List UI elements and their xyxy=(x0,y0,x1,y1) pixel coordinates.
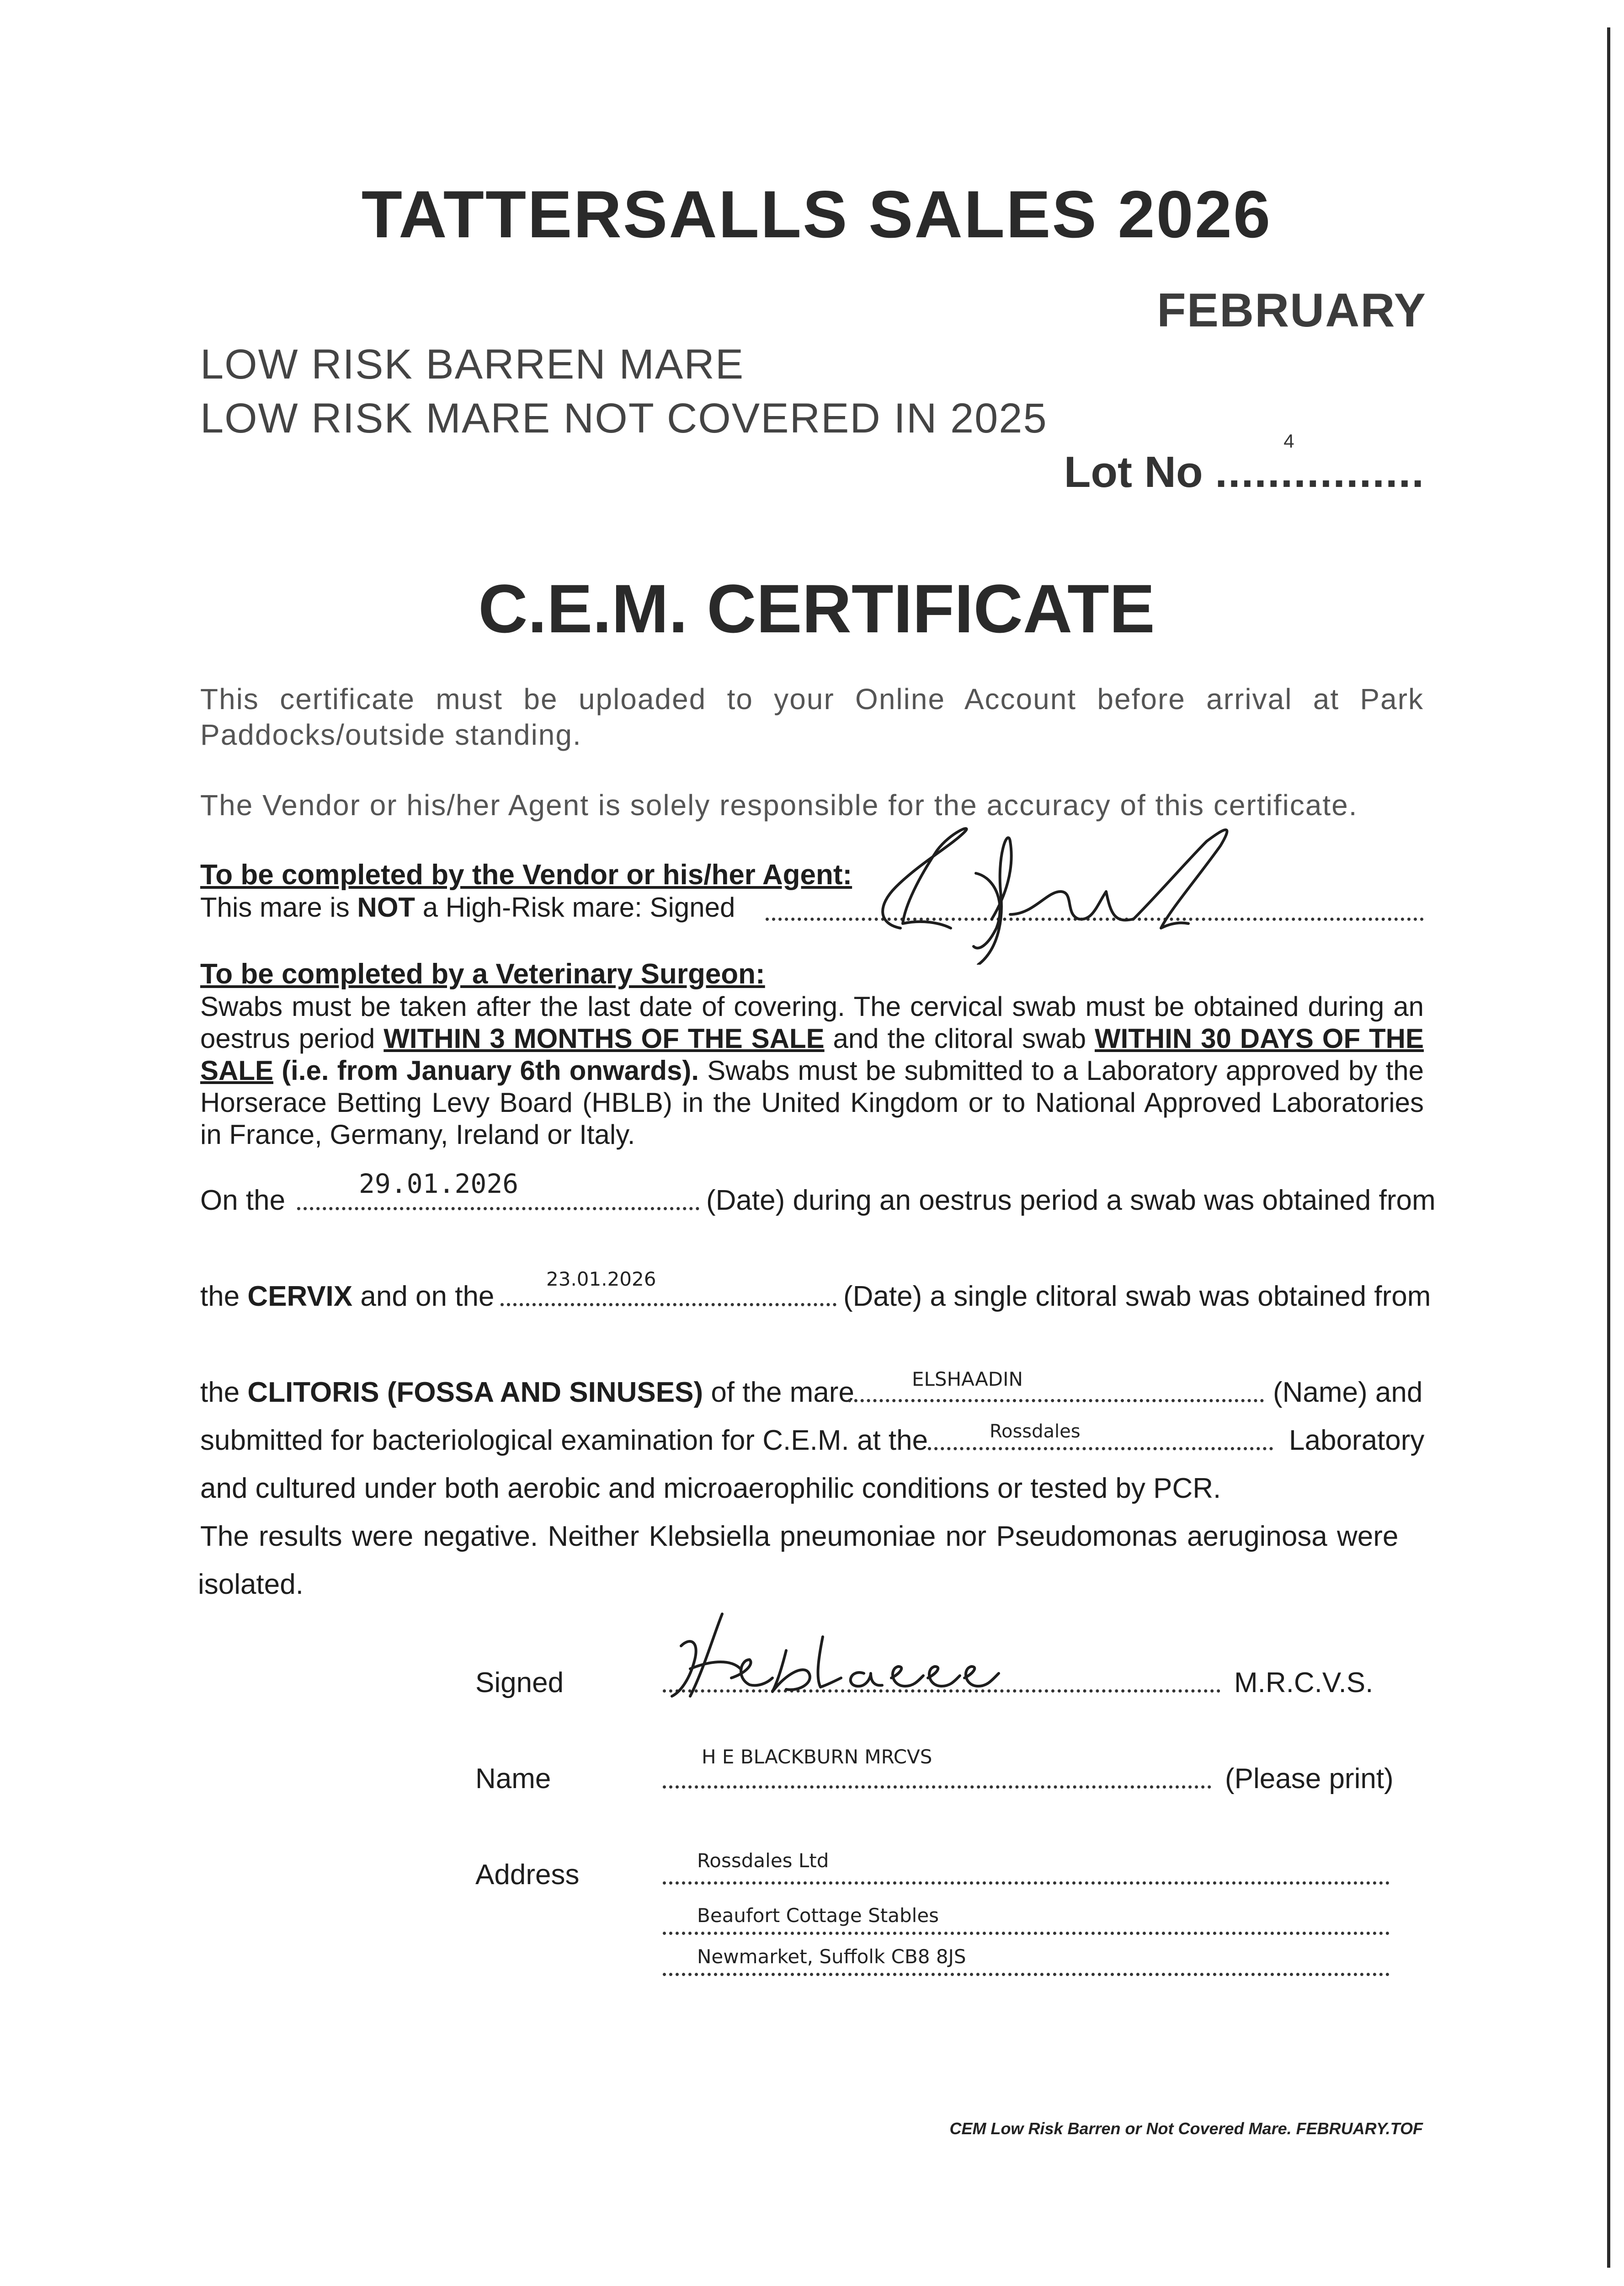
mare-name-line xyxy=(848,1399,1264,1402)
vet-name-line xyxy=(663,1785,1211,1789)
responsibility-notice: The Vendor or his/her Agent is solely responsible for the accuracy of this certificate. xyxy=(200,789,1358,822)
address-line-2-dots xyxy=(663,1932,1390,1935)
line3-suffix: (Name) and xyxy=(1273,1377,1423,1408)
line4-suffix: Laboratory xyxy=(1289,1425,1425,1456)
lot-label: Lot No xyxy=(1064,448,1203,497)
line2-and-on-the: and on the xyxy=(352,1281,495,1312)
upload-notice: This certificate must be uploaded to your Online Account before arrival at Park Paddocks/outside standing. xyxy=(200,683,1424,751)
line4-prefix: submitted for bacteriological examination for C.E.M. at the xyxy=(200,1425,928,1456)
cervix-label: CERVIX xyxy=(247,1281,353,1312)
high-risk-statement xyxy=(200,892,735,923)
address-line-3: Newmarket, Suffolk CB8 8JS xyxy=(697,1945,966,1968)
please-print-label: (Please print) xyxy=(1225,1763,1394,1795)
instructions-part-3: Swabs must be submitted to a Laboratory approved by the Horserace Betting Levy Board (HBLB) in the United Kingdom or to National Approved Laboratories in France, Germany, Ireland or Italy. xyxy=(200,1055,1424,1150)
instructions-from-date: (i.e. from January 6th onwards). xyxy=(273,1055,699,1086)
vet-name-value: H E BLACKBURN MRCVS xyxy=(702,1746,932,1768)
cervix-date-line xyxy=(297,1207,699,1210)
clitoral-date-line xyxy=(501,1303,836,1306)
clitoris-label: CLITORIS (FOSSA AND SINUSES) xyxy=(247,1377,703,1408)
culture-statement: and cultured under both aerobic and microaerophilic conditions or tested by PCR. xyxy=(200,1473,1221,1504)
swab-instructions xyxy=(200,991,1424,1151)
document-title: TATTERSALLS SALES 2026 xyxy=(361,177,1272,251)
vendor-signature xyxy=(859,814,1271,967)
cervix-line-prefix xyxy=(200,1280,494,1313)
line2-suffix: (Date) a single clitoral swab was obtained from xyxy=(843,1281,1431,1312)
lot-number-value: 4 xyxy=(1283,430,1295,452)
clitoris-line-prefix xyxy=(200,1376,854,1409)
instructions-part-2: and the clitoral swab xyxy=(824,1023,1095,1054)
statement-prefix: This mare is xyxy=(200,892,357,923)
laboratory-value: Rossdales xyxy=(990,1421,1081,1442)
address-label: Address xyxy=(475,1859,580,1891)
signed-label: Signed xyxy=(475,1667,564,1698)
instructions-three-months: WITHIN 3 MONTHS OF THE SALE xyxy=(383,1023,825,1054)
vet-section-heading: To be completed by a Veterinary Surgeon: xyxy=(200,958,765,990)
statement-not: NOT xyxy=(357,892,415,923)
results-statement: The results were negative. Neither Klebsiella pneumoniae nor Pseudomonas aeruginosa were xyxy=(200,1521,1399,1552)
results-isolated: isolated. xyxy=(198,1569,304,1600)
lot-dots: ................ 4 xyxy=(1215,430,1425,497)
on-the-label: On the xyxy=(200,1185,286,1216)
category-barren-mare: LOW RISK BARREN MARE xyxy=(200,341,745,388)
address-line-1-dots xyxy=(663,1881,1390,1885)
cervix-date-value: 29.01.2026 xyxy=(359,1168,519,1199)
mare-name-value: ELSHAADIN xyxy=(912,1368,1023,1390)
mrcvs-label: M.R.C.V.S. xyxy=(1234,1667,1374,1698)
instructions-thirty-days: WITHIN 30 DAYS OF THE SALE xyxy=(200,1023,1424,1086)
vendor-section-heading: To be completed by the Vendor or his/her Agent: xyxy=(200,859,852,891)
clitoral-date-value: 23.01.2026 xyxy=(546,1268,656,1290)
instructions-part-1: Swabs must be taken after the last date of covering. The cervical swab must be obtained during an oestrus period xyxy=(200,991,1424,1054)
line2-the: the xyxy=(200,1281,248,1312)
line1-suffix: (Date) during an oestrus period a swab was obtained from xyxy=(706,1185,1436,1216)
laboratory-line xyxy=(928,1447,1273,1450)
category-not-covered: LOW RISK MARE NOT COVERED IN 2025 xyxy=(200,395,1048,442)
vet-signature xyxy=(663,1605,1028,1708)
line3-the: the xyxy=(200,1377,248,1408)
statement-suffix: a High-Risk mare: Signed xyxy=(415,892,735,923)
name-label: Name xyxy=(475,1763,551,1795)
line3-of-the-mare: of the mare xyxy=(703,1377,854,1408)
lot-number-field xyxy=(1064,430,1425,497)
certificate-title: C.E.M. CERTIFICATE xyxy=(478,570,1155,647)
address-line-1: Rossdales Ltd xyxy=(697,1849,829,1872)
address-line-2: Beaufort Cottage Stables xyxy=(697,1904,939,1927)
page-edge-line xyxy=(1607,27,1610,2268)
file-reference: CEM Low Risk Barren or Not Covered Mare. FEBRUARY.TOF xyxy=(949,2119,1423,2138)
sale-month: FEBRUARY xyxy=(1157,284,1427,337)
address-line-3-dots xyxy=(663,1973,1390,1976)
